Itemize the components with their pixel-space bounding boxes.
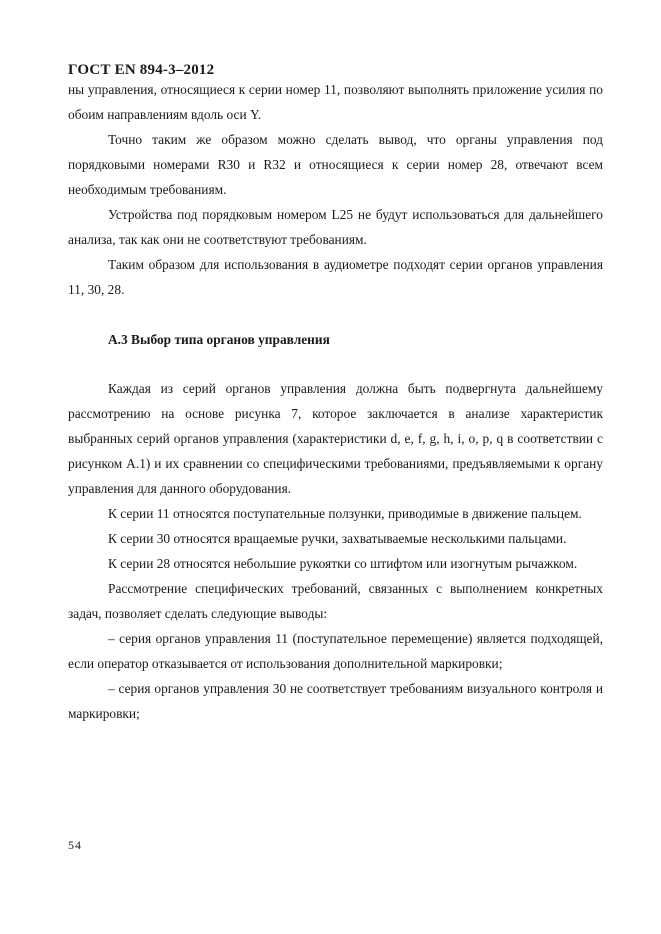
list-item: – серия органов управления 11 (поступательное перемещение) является подходящей, если оператор отказывается от использования дополнительной маркировки; xyxy=(68,631,603,671)
paragraph: Рассмотрение специфических требований, связанных с выполнением конкретных задач, позволяет сделать следующие выводы: xyxy=(68,581,603,621)
section-heading: А.3 Выбор типа органов управления xyxy=(108,332,330,347)
paragraph: К серии 28 относятся небольшие рукоятки со штифтом или изогнутым рычажком. xyxy=(108,556,578,571)
paragraph: Точно таким же образом можно сделать вывод, что органы управления под порядковыми номерами R30 и R32 и относящиеся к серии номер 28, отвечают всем необходимым требованиям. xyxy=(68,132,603,197)
paragraph-continuation: ны управления, относящиеся к серии номер 11, позволяют выполнять приложение усилия по обоим направлениям вдоль оси Y. xyxy=(68,82,603,122)
text-block-top xyxy=(68,77,603,302)
page-number: 54 xyxy=(68,838,82,852)
text-block-bottom xyxy=(68,376,603,726)
document-header: ГОСТ EN 894-3–2012 xyxy=(68,62,215,78)
paragraph: К серии 30 относятся вращаемые ручки, захватываемые несколькими пальцами. xyxy=(108,531,567,546)
paragraph: Таким образом для использования в аудиометре подходят серии органов управления 11, 30, 28. xyxy=(68,257,603,297)
paragraph: К серии 11 относятся поступательные ползунки, приводимые в движение пальцем. xyxy=(108,506,582,521)
list-item: – серия органов управления 30 не соответствует требованиям визуального контроля и маркировки; xyxy=(68,681,603,721)
paragraph: Каждая из серий органов управления должна быть подвергнута дальнейшему рассмотрению на основе рисунка 7, которое заключается в анализе характеристик выбранных серий органов управления (характеристики d, e, f, g, h, i, o, p, q в соответствии с рисунком А.1) и их сравнении со специфическими требованиями, предъявляемыми к органу управления для данного оборудования. xyxy=(68,381,603,496)
paragraph: Устройства под порядковым номером L25 не будут использоваться для дальнейшего анализа, так как они не соответствуют требованиям. xyxy=(68,207,603,247)
